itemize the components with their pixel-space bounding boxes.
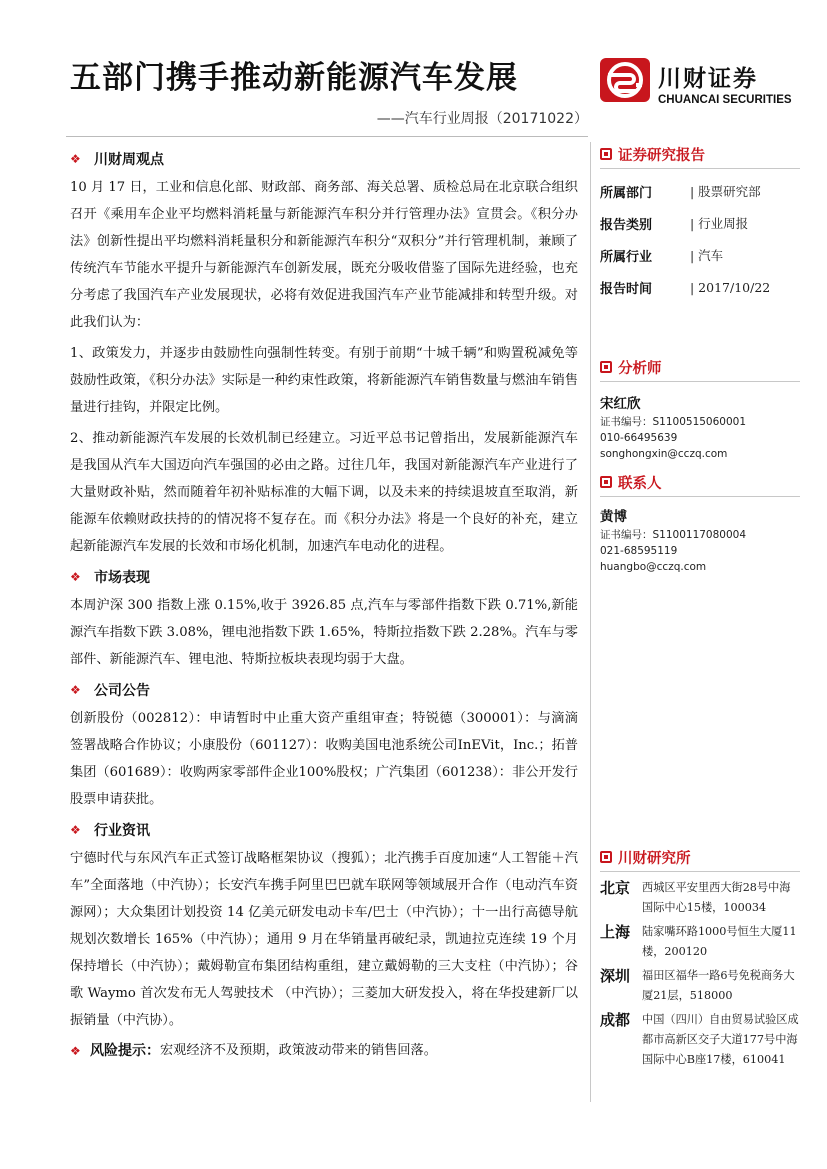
office-shanghai: 上海 陆家嘴环路1000号恒生大厦11楼，200120 xyxy=(600,923,797,958)
office-chengdu: 成都 中国（四川）自由贸易试验区成都市高新区交子大道177号中海国际中心B座17楼，610041 xyxy=(600,1011,799,1066)
company-name: 川财证券 xyxy=(658,66,758,92)
info-row-department: 所属部门 | 股票研究部 xyxy=(600,184,761,201)
section-marker-icon xyxy=(600,476,612,488)
info-row-industry: 所属行业 | 汽车 xyxy=(600,248,724,265)
contact-name: 黄博 xyxy=(600,509,627,525)
viewpoint-point-1: 1、政策发力，并逐步由鼓励性向强制性转变。有别于前期“十城千辆”和购置税减免等鼓励性政策，《积分办法》实际是一种约束性政策，将新能源汽车销售数量与燃油车销售量进行挂钩，并限定比例。 xyxy=(70,346,578,415)
risk-warning xyxy=(70,1038,578,1064)
contact-cert: 证书编号：S1100117080004 xyxy=(600,529,747,541)
diamond-bullet-icon: ❖ xyxy=(70,683,81,697)
viewpoint-point-2: 2、推动新能源汽车发展的长效机制已经建立。习近平总书记曾指出，发展新能源汽车是我国从汽车大国迈向汽车强国的必由之路。过往几年，我国对新能源汽车产业进行了大量财政补贴，然而随着年初补贴标准的大幅下调，以及未来的持续退坡直至取消，新能源车依赖财政扶持的的情况将不复存在。而《积分办法》将是一个良好的补充，建立起新能源汽车发展的长效和市场化机制，加速汽车电动化的进程。 xyxy=(70,431,578,554)
section-marker-icon xyxy=(600,361,612,373)
sidebar-heading-analyst: 分析师 xyxy=(600,355,800,382)
industry-news-paragraph: 宁德时代与东风汽车正式签订战略框架协议（搜狐）；北汽携手百度加速“人工智能＋汽车”全面落地（中汽协）；长安汽车携手阿里巴巴就车联网等领域展开合作（电动汽车资源网）；大众集团计划投资 14 亿美元研发电动卡车/巴士（中汽协）；十一出行高德导航规划次数增长 165%（中汽协）；通用 9 月在华销量再破纪录，凯迪拉克连续 19 个月保持增长（中汽协）；戴姆勒宣布集团结构重组，建立戴姆勒的三大支柱（中汽协）；谷歌 Waymo 首次发布无人驾驶技术 （中汽协）；三菱加大研发投入，将在华投建新厂以振销量（中汽协）。 xyxy=(70,851,578,1028)
sidebar-heading-institute: 川财研究所 xyxy=(600,845,800,872)
diamond-bullet-icon: ❖ xyxy=(70,823,81,837)
office-beijing: 北京 西城区平安里西大街28号中海国际中心15楼，100034 xyxy=(600,879,791,914)
report-subtitle: ——汽车行业周报（20171022） xyxy=(376,111,588,127)
title-divider xyxy=(66,136,588,137)
section-marker-icon xyxy=(600,851,612,863)
viewpoint-paragraph: 10 月 17 日，工业和信息化部、财政部、商务部、海关总署、质检总局在北京联合组织召开《乘用车企业平均燃料消耗量与新能源汽车积分并行管理办法》宣贯会。《积分办法》创新性提出平均燃料消耗量积分和新能源汽车积分“双积分”并行管理机制，兼顾了传统汽车节能水平提升与新能源汽车创新发展，既充分吸收借鉴了国际先进经验，也充分考虑了我国汽车产业发展现状，必将有效促进我国汽车产业节能减排和转型升级。对此我们认为： xyxy=(70,180,578,330)
sidebar-heading-contact: 联系人 xyxy=(600,470,800,497)
contact-phone: 021-68595119 xyxy=(600,545,678,557)
section-heading-industry-news: ❖ 行业资讯 xyxy=(70,823,150,839)
section-marker-icon xyxy=(600,148,612,160)
risk-text: 宏观经济不及预期，政策波动带来的销售回落。 xyxy=(160,1043,437,1058)
analyst-phone: 010-66495639 xyxy=(600,432,678,444)
sidebar-heading-report: 证券研究报告 xyxy=(600,142,800,169)
analyst-name: 宋红欣 xyxy=(600,396,641,412)
section-heading-market: ❖ 市场表现 xyxy=(70,570,150,586)
market-paragraph: 本周沪深 300 指数上涨 0.15%,收于 3926.85 点,汽车与零部件指数下跌 0.71%,新能源汽车指数下跌 3.08%，锂电池指数下跌 1.65%，特斯拉指数下跌 2.28%。汽车与零部件、新能源汽车、锂电池、特斯拉板块表现均弱于大盘。 xyxy=(70,598,578,667)
column-divider xyxy=(590,142,591,1102)
diamond-bullet-icon: ❖ xyxy=(70,152,81,166)
risk-label: 风险提示： xyxy=(90,1043,160,1059)
office-shenzhen: 深圳 福田区福华一路6号免税商务大厦21层，518000 xyxy=(600,967,795,1002)
analyst-email: songhongxin@cczq.com xyxy=(600,448,728,460)
analyst-cert: 证书编号：S1100515060001 xyxy=(600,416,747,428)
info-row-report-date: 报告时间 | 2017/10/22 xyxy=(600,279,771,297)
diamond-bullet-icon: ❖ xyxy=(70,570,81,584)
report-title: 五部门携手推动新能源汽车发展 xyxy=(70,60,518,96)
sidebar xyxy=(600,142,800,1070)
company-name-en: CHUANCAI SECURITIES xyxy=(658,94,792,106)
main-content xyxy=(70,142,578,1064)
contact-email: huangbo@cczq.com xyxy=(600,561,707,573)
info-row-report-type: 报告类别 | 行业周报 xyxy=(600,216,749,233)
section-heading-announcements: ❖ 公司公告 xyxy=(70,683,150,699)
announcements-paragraph: 创新股份（002812）：申请暂时中止重大资产重组审查；特锐德（300001）：与滴滴签署战略合作协议；小康股份（601127）：收购美国电池系统公司InEVit，Inc.；拓普集团（601689）：收购两家零部件企业100%股权；广汽集团（601238）：非公开发行股票申请获批。 xyxy=(70,711,578,807)
diamond-bullet-icon: ❖ xyxy=(70,1044,81,1058)
section-heading-viewpoint: ❖ 川财周观点 xyxy=(70,152,164,168)
company-logo-icon xyxy=(600,58,650,102)
